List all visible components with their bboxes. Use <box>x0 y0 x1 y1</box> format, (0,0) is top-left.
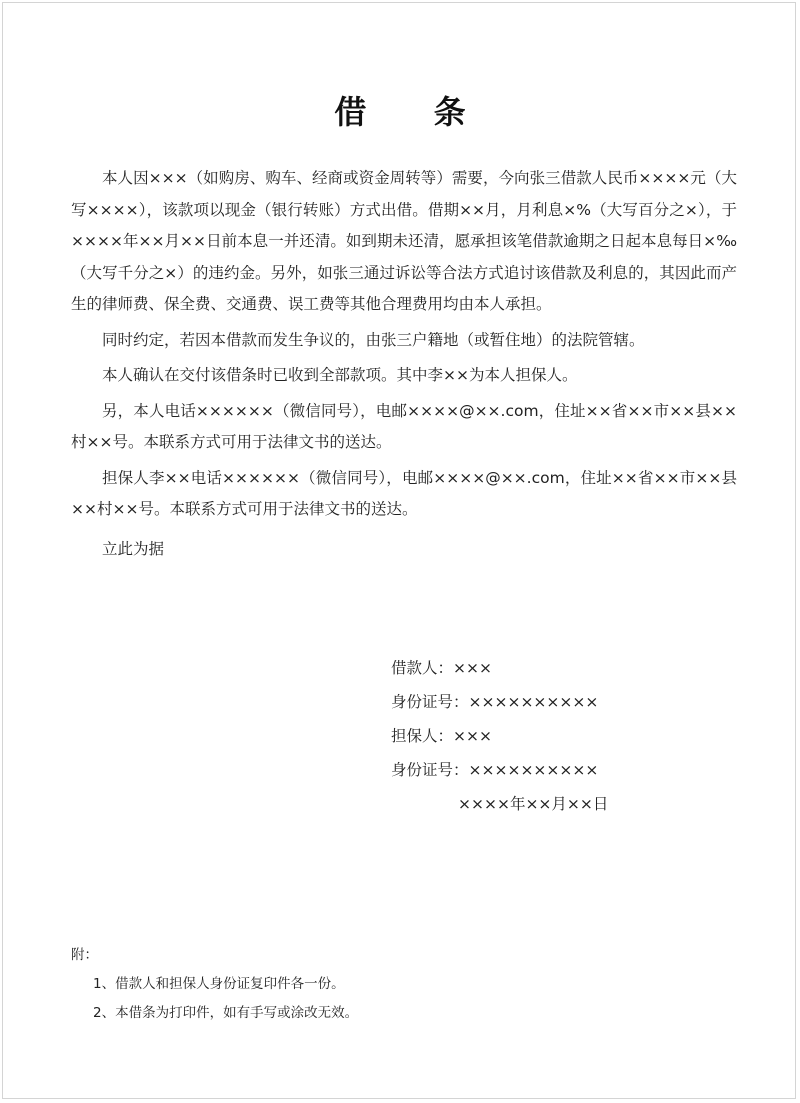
paragraph-jurisdiction: 同时约定，若因本借款而发生争议的，由张三户籍地（或暂住地）的法院管辖。 <box>102 330 645 349</box>
signature-block <box>391 651 608 821</box>
borrower-name-line: 借款人：××× <box>391 659 492 677</box>
guarantor-id-line: 身份证号：×××××××××× <box>391 761 599 779</box>
paragraph-borrower-contact: 另，本人电话××××××（微信同号），电邮××××@××.com，住址××省××市××县××村××号。本联系方式可用于法律文书的送达。 <box>71 401 737 451</box>
paragraph-receipt-confirmation: 本人确认在交付该借条时已收到全部款项。其中李××为本人担保人。 <box>102 366 578 384</box>
paragraph-closing: 立此为据 <box>102 539 165 558</box>
guarantor-name-line: 担保人：××× <box>391 727 492 745</box>
appendix-item: 1、借款人和担保人身份证复印件各一份。 <box>93 976 345 992</box>
document-title: 借 条 <box>334 93 494 131</box>
document-page <box>2 2 796 1099</box>
paragraph-guarantor-contact: 担保人李××电话××××××（微信同号），电邮××××@××.com，住址××省××市××县××村××号。本联系方式可用于法律文书的送达。 <box>71 468 737 518</box>
appendix-heading: 附： <box>71 947 98 963</box>
borrower-id-line: 身份证号：×××××××××× <box>391 693 599 711</box>
appendix <box>71 941 358 1028</box>
appendix-item: 2、本借条为打印件，如有手写或涂改无效。 <box>93 1005 359 1021</box>
signature-date: ××××年××月××日 <box>458 795 609 813</box>
document-body <box>71 163 737 569</box>
paragraph-loan-terms: 本人因×××（如购房、购车、经商或资金周转等）需要，今向张三借款人民币××××元（大写××××），该款项以现金（银行转账）方式出借。借期××月，月利息×%（大写百分之×），于××××年××月××日前本息一并还清。如到期未还清，愿承担该笔借款逾期之日起本息每日×‰（大写千分之×）的违约金。另外，如张三通过诉讼等合法方式追讨该借款及利息的，其因此而产生的律师费、保全费、交通费、误工费等其他合理费用均由本人承担。 <box>71 169 737 313</box>
